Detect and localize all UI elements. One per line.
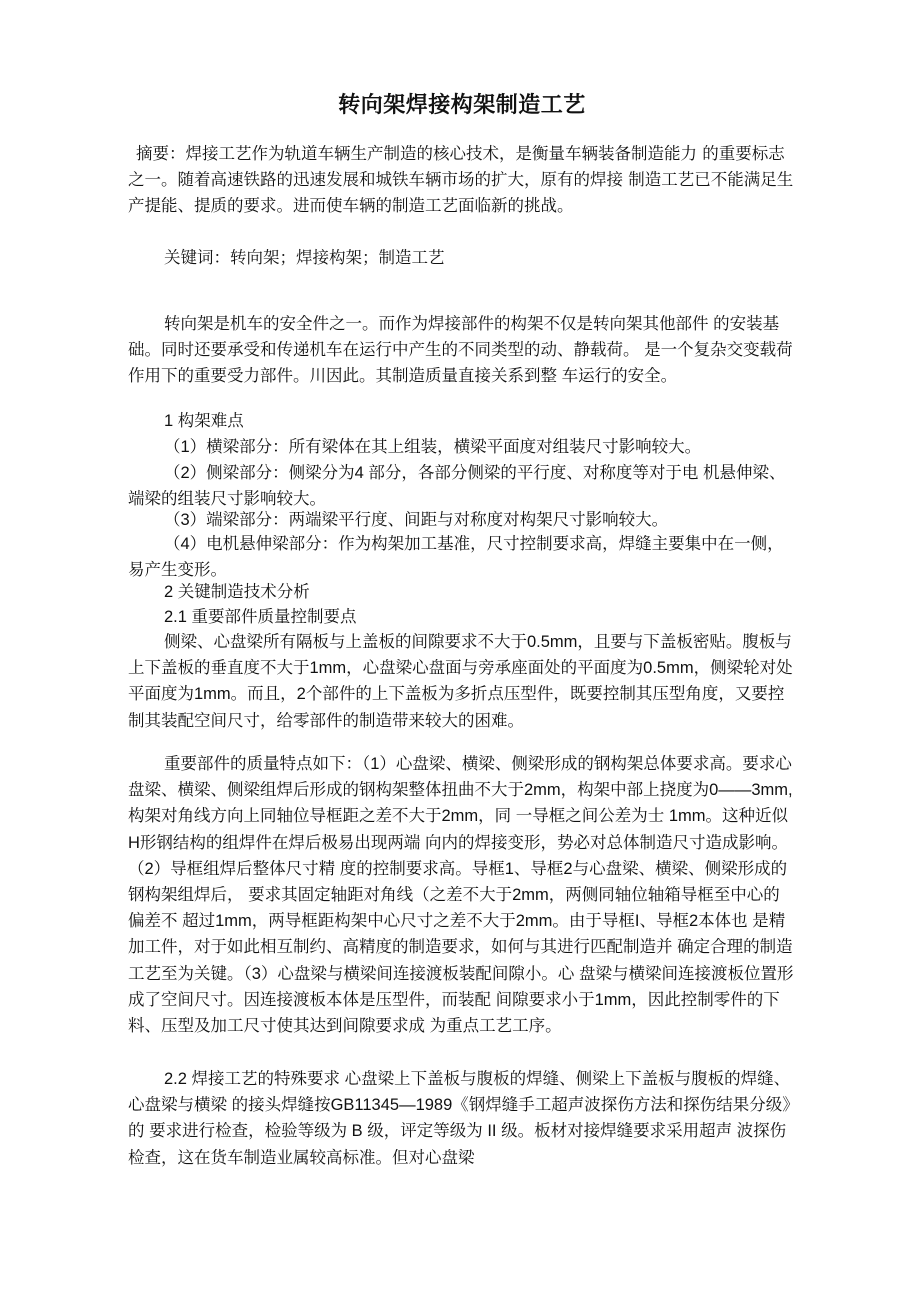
section-1-item: （2）侧梁部分：侧梁分为4 部分，各部分侧梁的平行度、对称度等对于电 机悬伸梁、端梁的组装尺寸影响较大。 — [128, 464, 786, 509]
keywords-line: 关键词：转向架；焊接构架；制造工艺 — [164, 248, 445, 267]
section-1-heading: 1 构架难点 — [164, 412, 244, 430]
subsection-2-1-paragraph: 重要部件的质量特点如下：（1）心盘梁、横梁、侧梁形成的钢构架总体要求高。要求心盘梁、横梁、侧梁组焊后形成的钢构架整体扭曲不大于2mm，构架中部上挠度为0——3mm, 构架对角线方向上同轴位导框距之差不大于2mm，同 一导框之间公差为士 1mm。这种近似H形钢结构的组焊件在焊后极易出现两端 向内的焊接变形，势必对总体制造尺寸造成影响。（2）导框组焊后整体尺寸精 度的控制要求高。导框1、导框2与心盘梁、横梁、侧梁形成的钢构架组焊后， 要求其固定轴距对角线（之差不大于2mm，两侧同轴位轴箱导框至中心的偏差不 超过1mm，两导框距构架中心尺寸之差不大于2mm。由于导框I、导框2本体也 是精加工件，对于如此相互制约、高精度的制造要求，如何与其进行匹配制造并 确定合理的制造工艺至为关键。（3）心盘梁与横梁间连接渡板装配间隙小。心 盘梁与横梁间连接渡板位置形成了空间尺寸。因连接渡板本体是压型件，而装配 间隙要求小于1mm，因此控制零件的下料、压型及加工尺寸使其达到间隙要求成 为重点工艺工序。 — [128, 755, 794, 1036]
subsection-2-2-paragraph: 2.2 焊接工艺的特殊要求 心盘梁上下盖板与腹板的焊缝、侧梁上下盖板与腹板的焊缝、心盘梁与横梁 的接头焊缝按GB11345—1989《钢焊缝手工超声波探伤方法和探伤结果分级》的 要求进行检查，检验等级为 B 级，评定等级为 II 级。板材对接焊缝要求采用超声 波探伤检查，这在货车制造业属较高标准。但对心盘梁 — [128, 1070, 791, 1167]
section-1-item: （1）横梁部分：所有梁体在其上组装，横梁平面度对组装尺寸影响较大。 — [164, 438, 702, 456]
subsection-2-1-heading: 2.1 重要部件质量控制要点 — [164, 608, 357, 626]
document-title: 转向架焊接构架制造工艺 — [338, 93, 586, 118]
section-2-heading: 2 关键制造技术分析 — [164, 583, 310, 601]
section-1-item: （4）电机悬伸梁部分：作为构架加工基准，尺寸控制要求高，焊缝主要集中在一侧，易产生变形。 — [128, 535, 784, 580]
intro-paragraph: 转向架是机车的安全件之一。而作为焊接部件的构架不仅是转向架其他部件 的安装基础。同时还要承受和传递机车在运行中产生的不同类型的动、静载荷。 是一个复杂交变载荷作用下的重要受力部件。川因此。其制造质量直接关系到整 车运行的安全。 — [128, 315, 793, 386]
section-1-item: （3）端梁部分：两端梁平行度、间距与对称度对构架尺寸影响较大。 — [164, 511, 669, 529]
subsection-2-1-paragraph: 侧梁、心盘梁所有隔板与上盖板的间隙要求不大于0.5mm，且要与下盖板密贴。腹板与上下盖板的垂直度不大于1mm，心盘梁心盘面与旁承座面处的平面度为0.5mm，侧梁轮对处平面度为1mm。而且，2个部件的上下盖板为多折点压型件，既要控制其压型角度，又要控制其装配空间尺寸，给零部件的制造带来较大的困难。 — [128, 633, 793, 730]
abstract-paragraph: 摘要：焊接工艺作为轨道车辆生产制造的核心技术，是衡量车辆装备制造能力 的重要标志之一。随着高速铁路的迅速发展和城铁车辆市场的扩大，原有的焊接 制造工艺已不能满足生产提能、提质的要求。进而使车辆的制造工艺面临新的挑战。 — [128, 144, 794, 216]
